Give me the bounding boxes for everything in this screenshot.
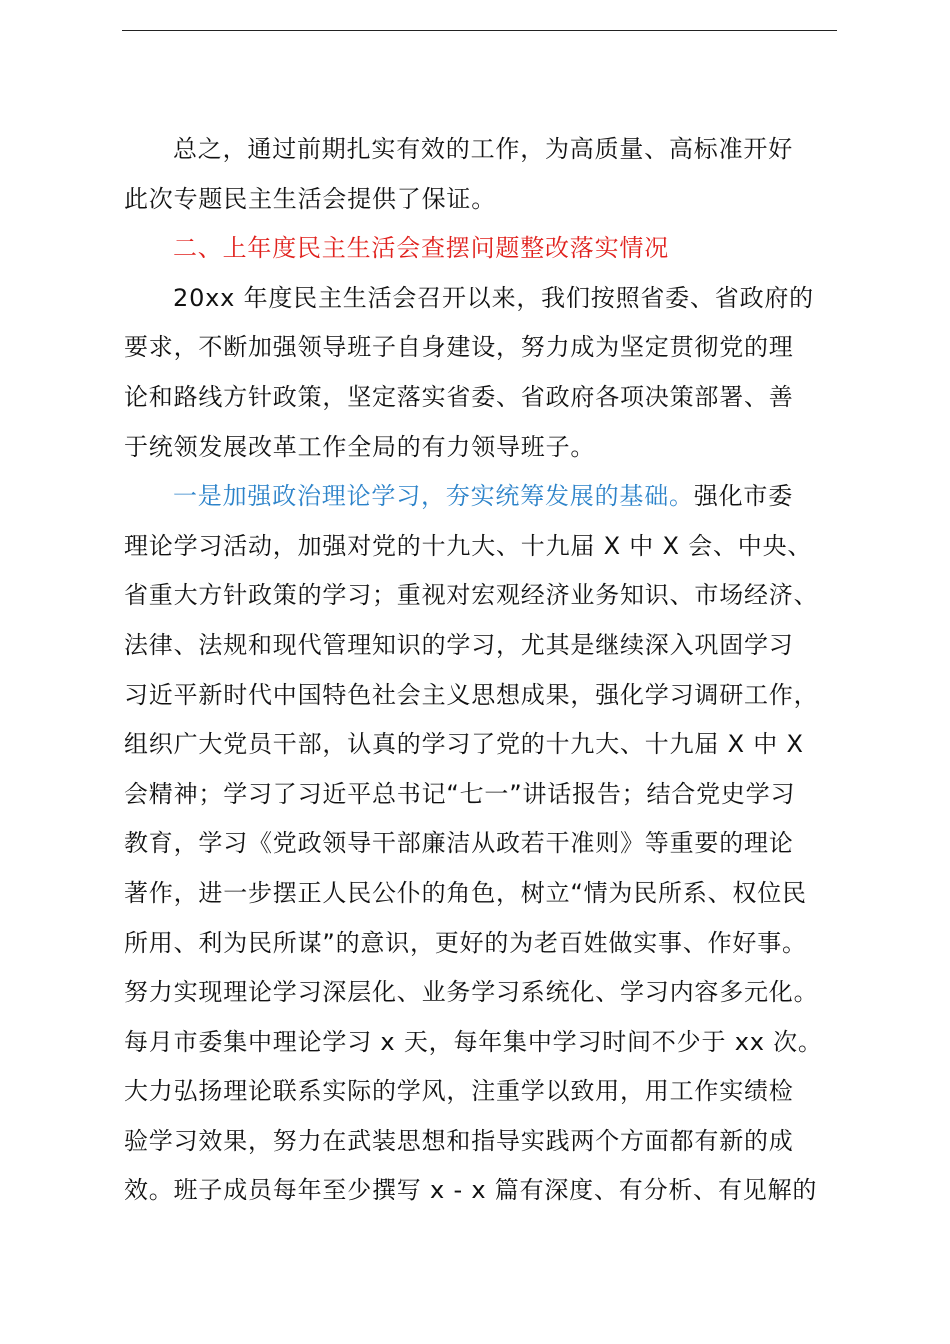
text-line: 努力实现理论学习深层化、业务学习系统化、学习内容多元化。 <box>124 978 819 1007</box>
point-lead-text: 一是加强政治理论学习，夯实统筹发展的基础。 <box>173 482 694 511</box>
text-line: 论和路线方针政策，坚定落实省委、省政府各项决策部署、善 <box>124 382 794 411</box>
text-line: 要求，不断加强领导班子自身建设，努力成为坚定贯彻党的理 <box>124 333 794 362</box>
text-line: 于统领发展改革工作全局的有力领导班子。 <box>124 432 596 461</box>
text-line: 组织广大党员干部，认真的学习了党的十九大、十九届 X 中 X <box>124 730 804 759</box>
text-line: 著作，进一步摆正人民公仆的角色，树立“情为民所系、权位民 <box>124 878 807 907</box>
text-line: 大力弘扬理论联系实际的学风，注重学以致用，用工作实绩检 <box>124 1077 794 1106</box>
text-line: 习近平新时代中国特色社会主义思想成果，强化学习调研工作， <box>124 680 819 709</box>
section-heading: 二、上年度民主生活会查摆问题整改落实情况 <box>173 234 669 263</box>
header-rule <box>122 30 837 31</box>
text-line: 法律、法规和现代管理知识的学习，尤其是继续深入巩固学习 <box>124 630 794 659</box>
text-line: 教育，学习《党政领导干部廉洁从政若干准则》等重要的理论 <box>124 829 794 858</box>
text-line: 20xx 年度民主生活会召开以来，我们按照省委、省政府的 <box>173 283 814 312</box>
text-line: 总之，通过前期扎实有效的工作，为高质量、高标准开好 <box>173 135 793 163</box>
text-line: 每月市委集中理论学习 x 天，每年集中学习时间不少于 xx 次。 <box>124 1027 823 1056</box>
text-line: 此次专题民主生活会提供了保证。 <box>124 184 496 213</box>
point-lead-line <box>124 472 839 522</box>
document-body <box>124 125 839 1216</box>
text-line: 验学习效果，努力在武装思想和指导实践两个方面都有新的成 <box>124 1126 794 1155</box>
point-lead-rest: 强化市委 <box>693 482 794 511</box>
text-line: 所用、利为民所谋”的意识，更好的为老百姓做实事、作好事。 <box>124 928 807 957</box>
text-line: 会精神；学习了习近平总书记“七一”讲话报告；结合党史学习 <box>124 779 796 808</box>
text-line: 理论学习活动，加强对党的十九大、十九届 X 中 X 会、中央、 <box>124 531 813 560</box>
text-line: 效。班子成员每年至少撰写 x - x 篇有深度、有分析、有见解的 <box>124 1176 818 1205</box>
text-line: 省重大方针政策的学习；重视对宏观经济业务知识、市场经济、 <box>124 581 819 610</box>
